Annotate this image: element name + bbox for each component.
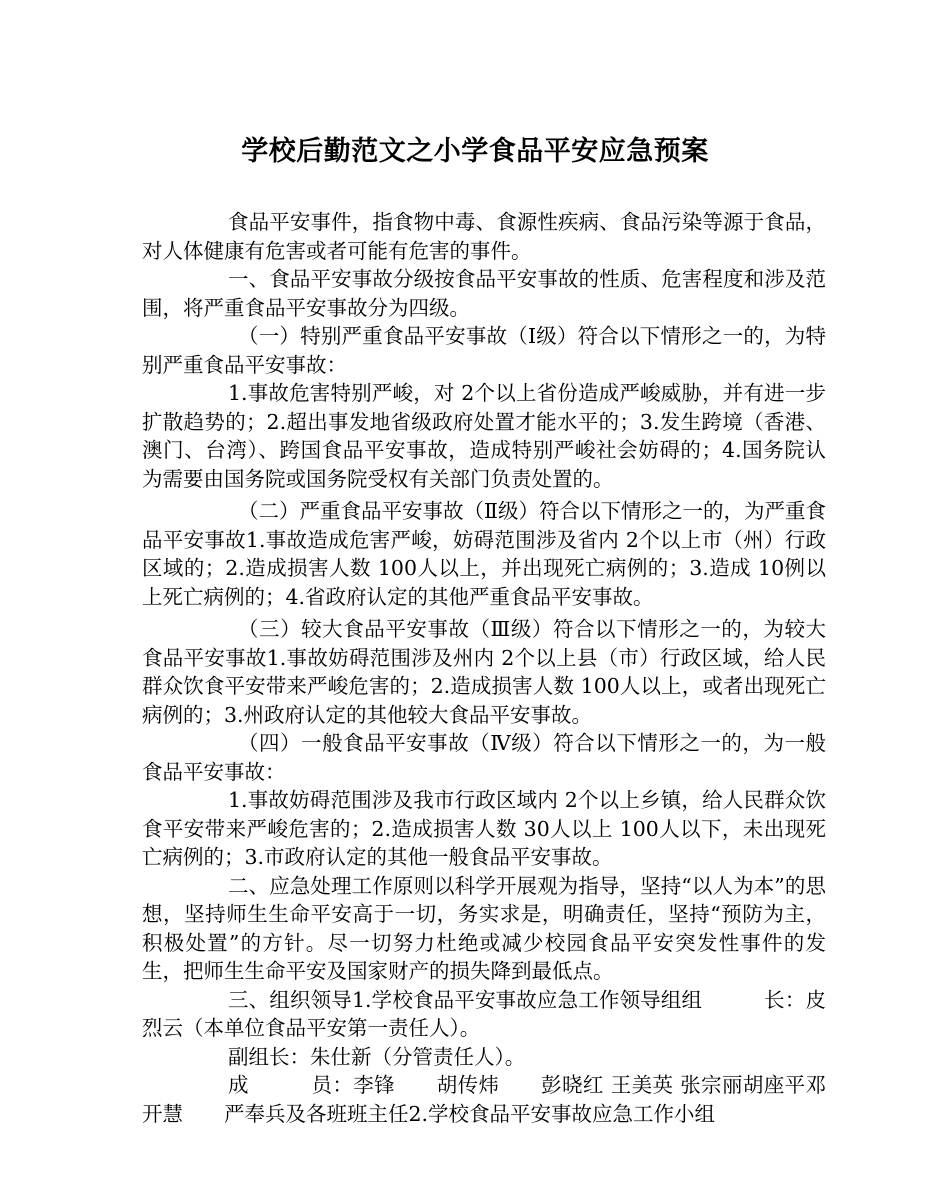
paragraph-level-4-heading: （四）一般食品平安事故（Ⅳ级）符合以下情形之一的，为一般食品平安事故： (142, 731, 826, 784)
document-title: 学校后勤范文之小学食品平安应急预案 (241, 136, 709, 167)
paragraph-members: 成 员：李锋 胡传炜 彭晓红 王美英 张宗丽胡座平邓开慧 严奉兵及各班班主任2.学校食品平安事故应急工作小组 (142, 1073, 826, 1126)
paragraph-deputy-leader: 副组长：朱仕新（分管责任人）。 (228, 1044, 526, 1069)
paragraph-intro: 食品平安事件，指食物中毒、食源性疾病、食品污染等源于食品，对人体健康有危害或者可能有危害的事件。 (142, 210, 826, 263)
paragraph-level-4-criteria: 1.事故妨碍范围涉及我市行政区域内 2个以上乡镇，给人民群众饮食平安带来严峻危害的；2.造成损害人数 30人以上 100人以下，未出现死亡病例的；3.市政府认定的其他一般食品平安事故。 (142, 788, 826, 869)
paragraph-level-2: （二）严重食品平安事故（Ⅱ级）符合以下情形之一的，为严重食品平安事故1.事故造成危害严峻，妨碍范围涉及省内 2个以上市（州）行政区域的；2.造成损害人数 100人以上，并出现死亡病例的；3.造成 10例以上死亡病例的；4.省政府认定的其他严重食品平安事故。 (142, 499, 826, 609)
paragraph-section-1: 一、食品平安事故分级按食品平安事故的性质、危害程度和涉及范围，将严重食品平安事故分为四级。 (142, 267, 826, 320)
paragraph-level-3: （三）较大食品平安事故（Ⅲ级）符合以下情形之一的，为较大食品平安事故1.事故妨碍范围涉及州内 2个以上县（市）行政区域，给人民群众饮食平安带来严峻危害的；2.造成损害人数 100人以上，或者出现死亡病例的；3.州政府认定的其他较大食品平安事故。 (142, 617, 826, 727)
paragraph-level-1-heading: （一）特别严重食品平安事故（Ⅰ级）符合以下情形之一的，为特别严重食品平安事故： (142, 324, 826, 377)
document-body (142, 208, 826, 1128)
paragraph-section-2: 二、应急处理工作原则以科学开展观为指导，坚持“以人为本”的思想，坚持师生生命平安高于一切，务实求是，明确责任，坚持“预防为主，积极处置”的方针。尽一切努力杜绝或减少校园食品平安突发性事件的发生，把师生生命平安及国家财产的损失降到最低点。 (142, 873, 826, 983)
paragraph-level-1-criteria: 1.事故危害特别严峻，对 2个以上省份造成严峻威胁，并有进一步扩散趋势的；2.超出事发地省级政府处置才能水平的；3.发生跨境（香港、澳门、台湾）、跨国食品平安事故，造成特别严峻社会妨碍的；4.国务院认为需要由国务院或国务院受权有关部门负责处置的。 (142, 381, 826, 491)
paragraph-section-3: 三、组织领导1.学校食品平安事故应急工作领导组组 长：皮烈云（本单位食品平安第一责任人）。 (142, 987, 826, 1040)
